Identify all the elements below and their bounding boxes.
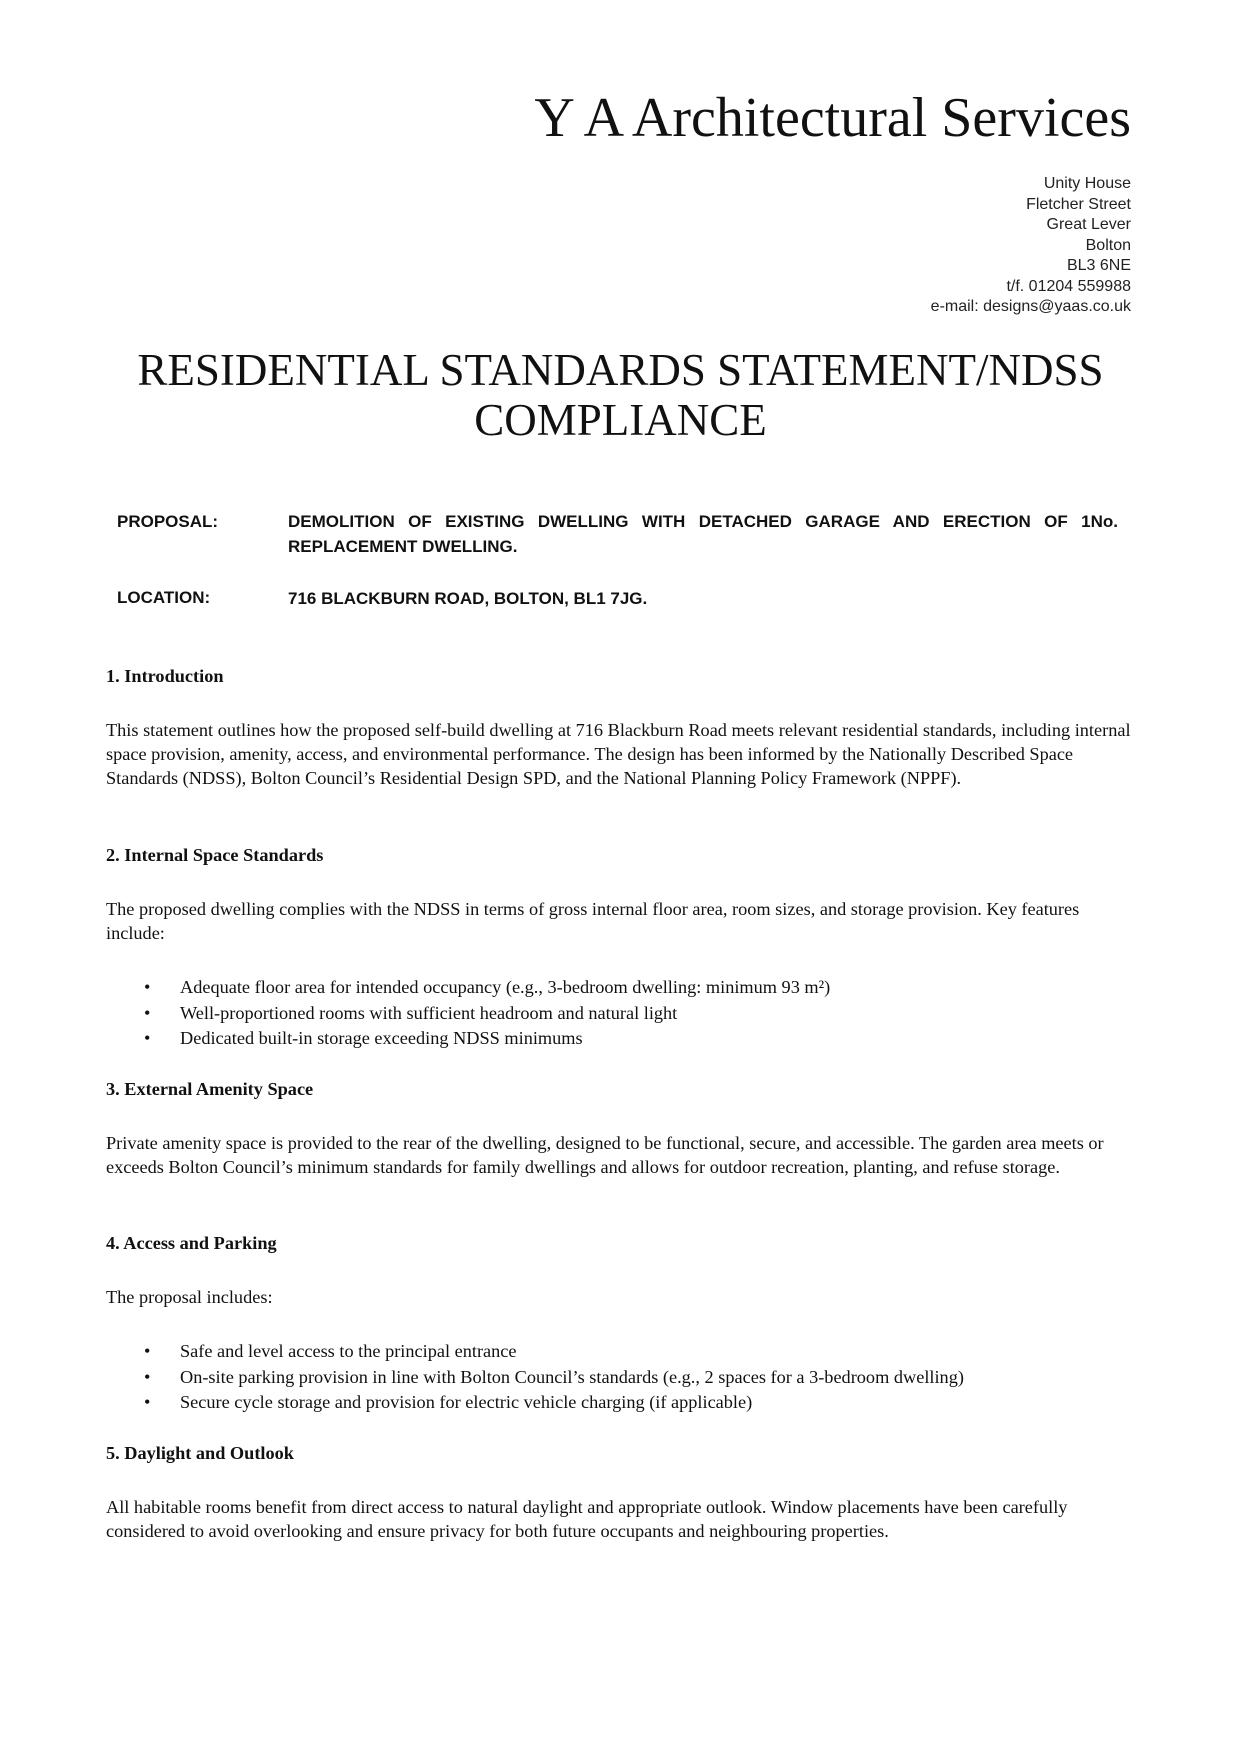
section-daylight-outlook (106, 1441, 1132, 1543)
address-line: Bolton (1085, 236, 1131, 254)
company-address (931, 174, 1131, 318)
list-item: • Safe and level access to the principal entrance (106, 1339, 1132, 1365)
bullet-marker: • (144, 1028, 151, 1048)
phone-line: t/f. 01204 559988 (1006, 277, 1131, 295)
address-line: Great Lever (1046, 216, 1131, 233)
email-line: e-mail: designs@yaas.co.uk (930, 298, 1131, 315)
list-item: • Secure cycle storage and provision for electric vehicle charging (if applicable) (106, 1390, 1132, 1416)
company-name: Y A Architectural Services (534, 87, 1131, 149)
section-heading: 4. Access and Parking (106, 1233, 277, 1253)
section-body: Private amenity space is provided to the rear of the dwelling, designed to be functional, secure, and accessible. The garden area meets or exceeds Bolton Council’s minimum standards for family dwellings and allows for outdoor recreation, planting, and refuse storage. (106, 1133, 1104, 1177)
section-body: All habitable rooms benefit from direct access to natural daylight and appropriate outlook. Window placements have been carefully considered to avoid overlooking and ensure privacy for both future occupants and neighbouring properties. (106, 1497, 1068, 1541)
section-introduction (106, 664, 1132, 790)
section-heading: 3. External Amenity Space (106, 1079, 314, 1099)
bullet-marker: • (144, 1002, 151, 1023)
address-line: BL3 6NE (1066, 257, 1131, 274)
proposal-value: DEMOLITION OF EXISTING DWELLING WITH DETACHED GARAGE AND ERECTION OF 1No. REPLACEMENT DWELLING. (288, 512, 1118, 556)
location-value: 716 BLACKBURN ROAD, BOLTON, BL1 7JG. (288, 589, 648, 608)
title-line-2: COMPLIANCE (474, 395, 767, 445)
section-body: The proposed dwelling complies with the NDSS in terms of gross internal floor area, room sizes, and storage provision. Key features include: (106, 899, 1080, 943)
bullet-marker: • (144, 1341, 151, 1361)
location-label: LOCATION: (117, 588, 211, 607)
bullet-list (106, 1339, 1132, 1416)
list-item: • On-site parking provision in line with Bolton Council’s standards (e.g., 2 spaces for a 3-bedroom dwelling) (106, 1365, 1132, 1391)
section-heading: 1. Introduction (106, 666, 224, 686)
list-item: • Adequate floor area for intended occupancy (e.g., 3-bedroom dwelling: minimum 93 m²) (106, 975, 1132, 1001)
bullet-list (106, 975, 1132, 1052)
address-line: Unity House (1043, 175, 1131, 192)
section-body: The proposal includes: (106, 1287, 273, 1307)
proposal-label: PROPOSAL: (117, 512, 219, 531)
section-heading: 2. Internal Space Standards (106, 845, 324, 865)
section-access-parking (106, 1231, 1132, 1416)
section-internal-space (106, 843, 1132, 1052)
address-line: Fletcher Street (1026, 195, 1131, 213)
section-external-amenity (106, 1077, 1132, 1179)
document-title (100, 345, 1141, 445)
section-heading: 5. Daylight and Outlook (106, 1443, 294, 1463)
bullet-marker: • (144, 1392, 151, 1412)
list-item: • Dedicated built-in storage exceeding NDSS minimums (106, 1026, 1132, 1052)
section-body: This statement outlines how the proposed self-build dwelling at 716 Blackburn Road meets relevant residential standards, including internal space provision, amenity, access, and environmental performance. The design has been informed by the Nationally Described Space Standards (NDSS), Bolton Council’s Residential Design SPD, and the National Planning Policy Framework (NPPF). (106, 720, 1131, 788)
list-item: • Well-proportioned rooms with sufficient headroom and natural light (106, 1001, 1132, 1027)
title-line-1: RESIDENTIAL STANDARDS STATEMENT/NDSS (137, 345, 1104, 395)
bullet-marker: • (144, 1366, 151, 1387)
bullet-marker: • (144, 977, 151, 997)
